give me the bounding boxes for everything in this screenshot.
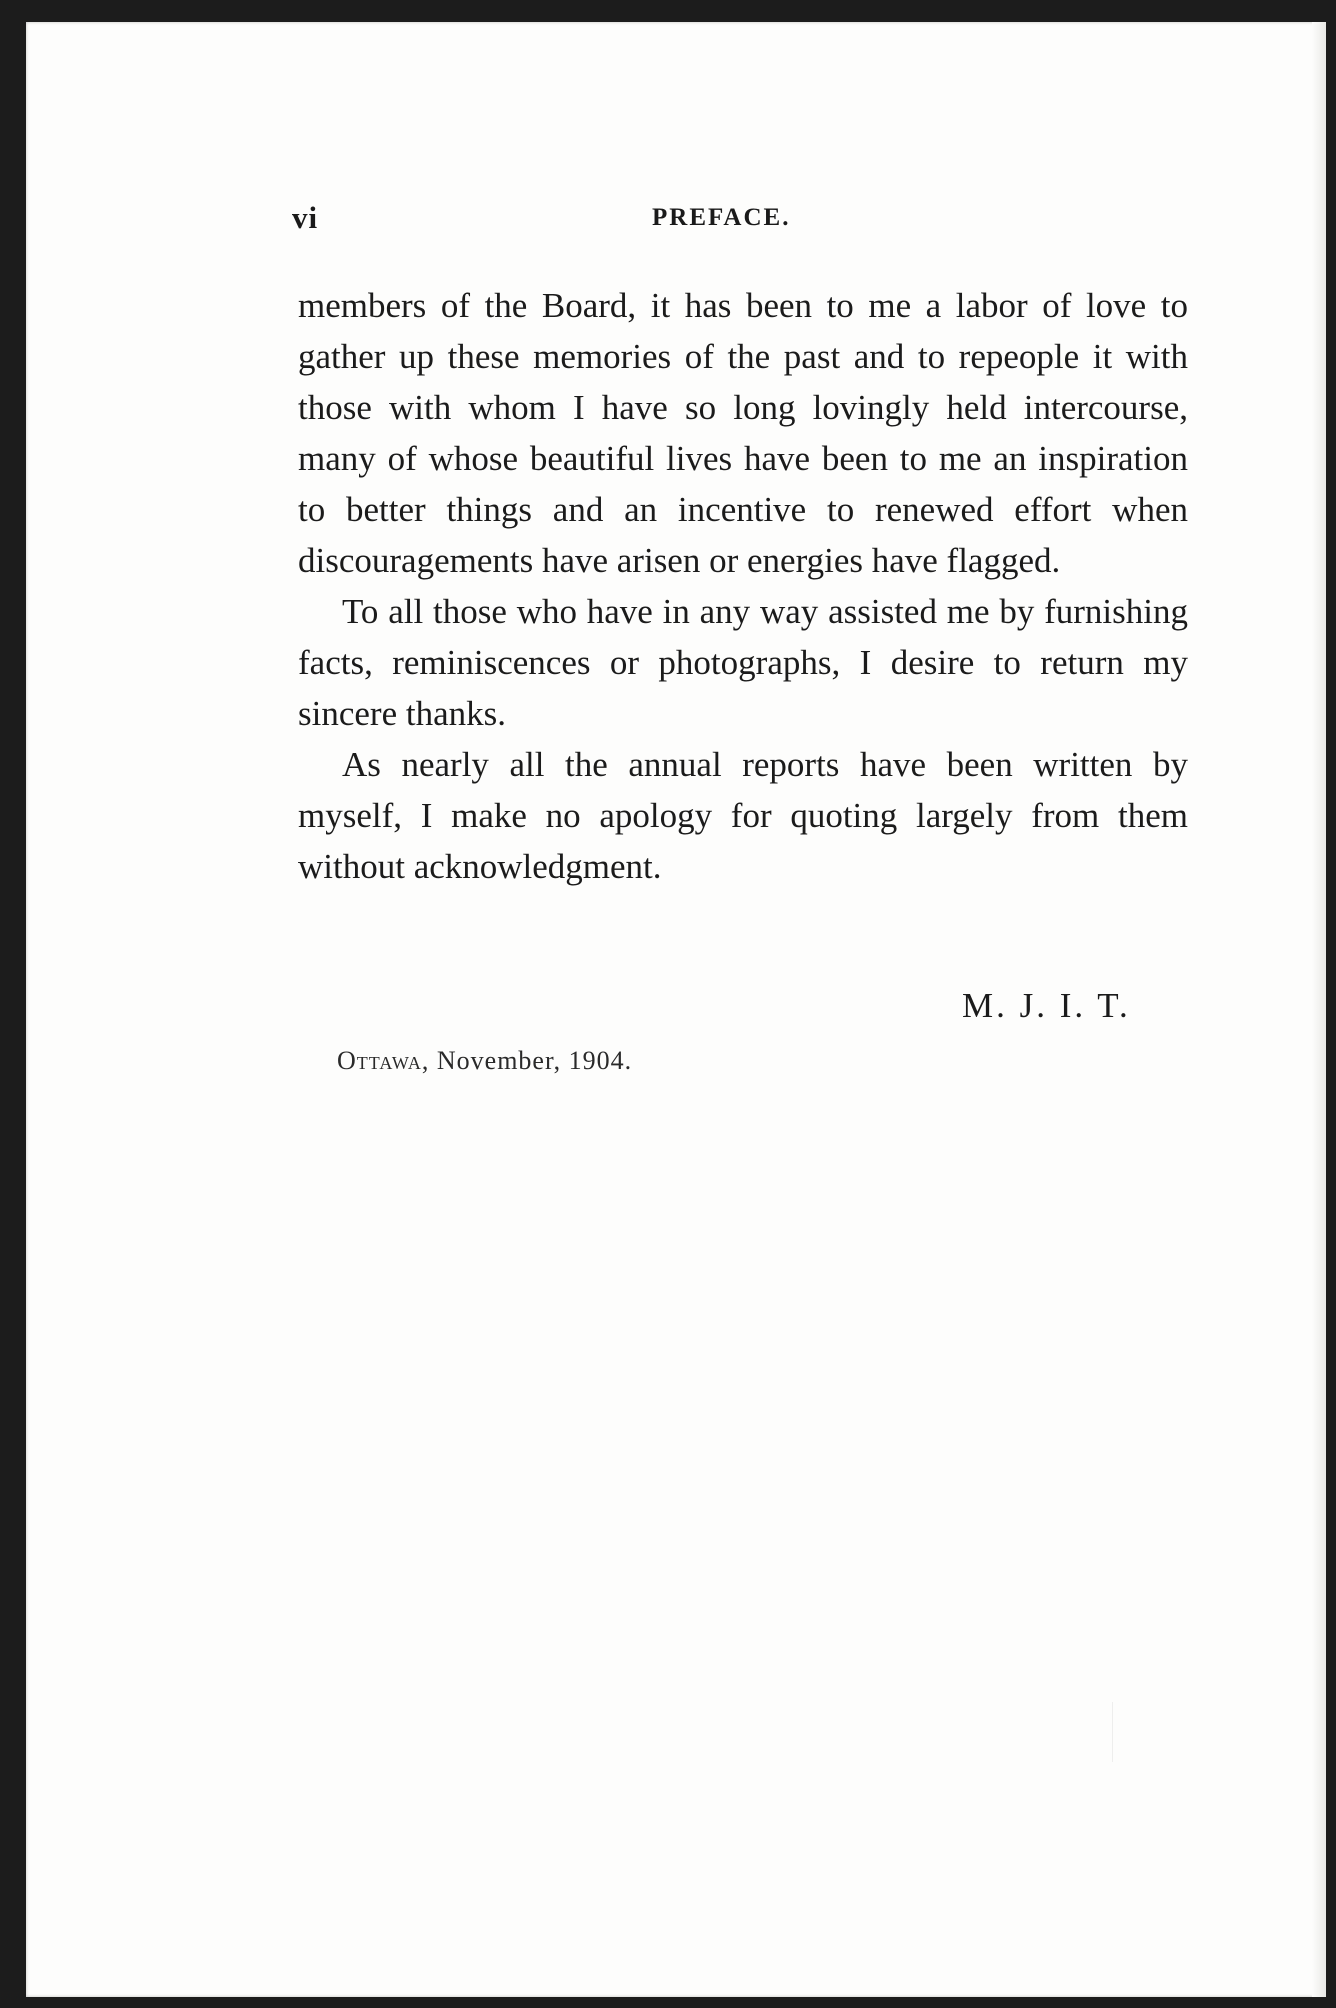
running-head [292,200,1192,240]
paragraph-thanks: To all those who have in any way assisted me by furnishing facts, reminiscences or photographs, I desire to return my sincere thanks. [298,592,1188,733]
dateline-place: Ottawa [337,1046,422,1075]
dateline-date: , November, 1904. [421,1046,633,1075]
dateline [337,1046,632,1076]
paragraph-continued: members of the Board, it has been to me a labor of love to gather up these memories of the past and to repeople it with those with whom I have so long lovingly held intercourse, many of whose beautiful lives have been to me an inspiration to better things and an incentive to renewed effort when discouragements have arisen or energies have flagged. [298,286,1188,580]
paragraph-reports: As nearly all the annual reports have been written by myself, I make no apology for quoting largely from them without acknowledgment. [298,745,1188,886]
signature-initials: M. J. I. T. [962,986,1131,1025]
body-text [298,280,1188,892]
page-number: vi [292,200,319,235]
book-page [26,22,1326,1997]
page-edge [1312,22,1326,1997]
paper-mark [1112,1702,1113,1762]
running-head-title: PREFACE. [652,204,791,231]
